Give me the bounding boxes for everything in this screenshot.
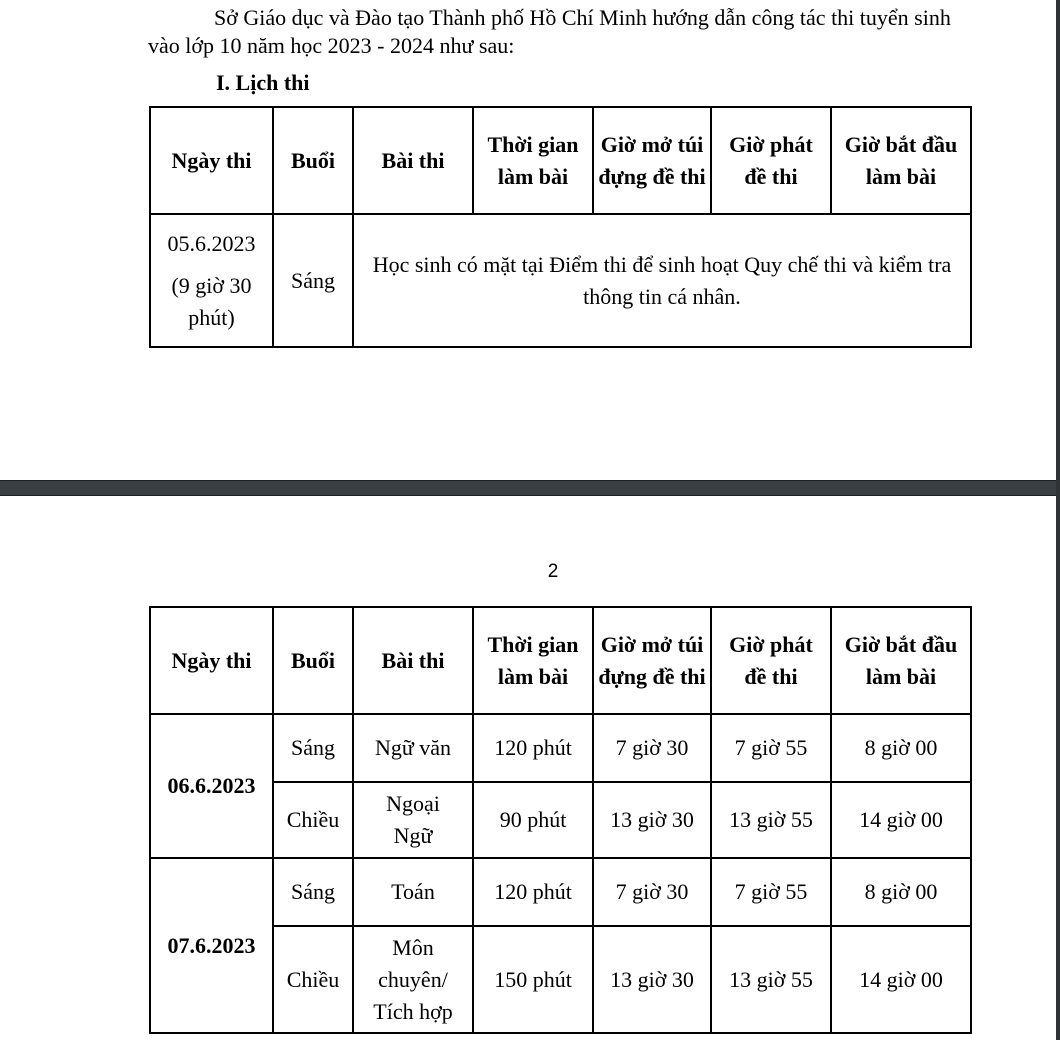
header-cell: Giờ mở túi đựng đề thi: [593, 107, 711, 214]
distribute-time-cell: 7 giờ 55: [711, 858, 831, 926]
open-time-cell: 7 giờ 30: [593, 858, 711, 926]
section-title: I. Lịch thi: [216, 70, 310, 95]
schedule-table-part-1: [149, 106, 972, 348]
table-row: [150, 714, 971, 782]
distribute-time-cell: 13 giờ 55: [711, 926, 831, 1033]
open-time-cell: 13 giờ 30: [593, 926, 711, 1033]
distribute-time-cell: 7 giờ 55: [711, 714, 831, 782]
header-cell: Buổi: [273, 607, 353, 714]
time-note: (9 giờ 30 phút): [171, 272, 252, 330]
header-cell: Bài thi: [353, 607, 473, 714]
duration-cell: 120 phút: [473, 714, 593, 782]
duration-cell: 120 phút: [473, 858, 593, 926]
header-cell: Giờ mở túi đựng đề thi: [593, 607, 711, 714]
start-time-cell: 8 giờ 00: [831, 858, 971, 926]
session-cell: Sáng: [273, 214, 353, 347]
subject-cell: Môn chuyên/ Tích hợp: [353, 926, 473, 1033]
header-cell: Ngày thi: [150, 107, 273, 214]
start-time-cell: 14 giờ 00: [831, 782, 971, 858]
start-time-cell: 14 giờ 00: [831, 926, 971, 1033]
open-time-cell: 7 giờ 30: [593, 714, 711, 782]
distribute-time-cell: 13 giờ 55: [711, 782, 831, 858]
header-cell: Bài thi: [353, 107, 473, 214]
viewer-edge: [1056, 0, 1060, 1040]
header-cell: Giờ phát đề thi: [711, 107, 831, 214]
session-cell: Sáng: [273, 714, 353, 782]
start-time-cell: 8 giờ 00: [831, 714, 971, 782]
page-1: [0, 0, 1056, 480]
table-header-row: [150, 107, 971, 214]
header-cell: Buổi: [273, 107, 353, 214]
intro-paragraph: Sở Giáo dục và Đào tạo Thành phố Hồ Chí Minh hướng dẫn công tác thi tuyển sinh vào lớp 10 năm học 2023 - 2024 như sau:: [148, 5, 951, 58]
header-cell: Giờ bắt đầu làm bài: [831, 607, 971, 714]
table-row: [150, 214, 971, 347]
header-cell: Giờ bắt đầu làm bài: [831, 107, 971, 214]
table-row: [150, 926, 971, 1033]
schedule-table-part-2: [149, 606, 972, 1034]
page-separator: [0, 480, 1060, 496]
header-cell: Ngày thi: [150, 607, 273, 714]
date-cell: [150, 214, 273, 347]
header-cell: Thời gian làm bài: [473, 107, 593, 214]
exam-date: 05.6.2023: [167, 230, 256, 256]
subject-cell: Ngoại Ngữ: [353, 782, 473, 858]
table-row: [150, 858, 971, 926]
header-cell: Giờ phát đề thi: [711, 607, 831, 714]
duration-cell: 150 phút: [473, 926, 593, 1033]
subject-cell: Toán: [353, 858, 473, 926]
duration-cell: 90 phút: [473, 782, 593, 858]
table-header-row: [150, 607, 971, 714]
open-time-cell: 13 giờ 30: [593, 782, 711, 858]
subject-cell: Ngữ văn: [353, 714, 473, 782]
session-cell: Chiều: [273, 782, 353, 858]
session-cell: Chiều: [273, 926, 353, 1033]
date-cell: 06.6.2023: [150, 714, 273, 858]
session-cell: Sáng: [273, 858, 353, 926]
table-row: [150, 782, 971, 858]
note-cell: Học sinh có mặt tại Điểm thi để sinh hoạt Quy chế thi và kiểm tra thông tin cá nhân.: [353, 214, 971, 347]
page-number: 2: [547, 561, 559, 582]
date-cell: 07.6.2023: [150, 858, 273, 1033]
header-cell: Thời gian làm bài: [473, 607, 593, 714]
page-2: [0, 496, 1056, 1040]
